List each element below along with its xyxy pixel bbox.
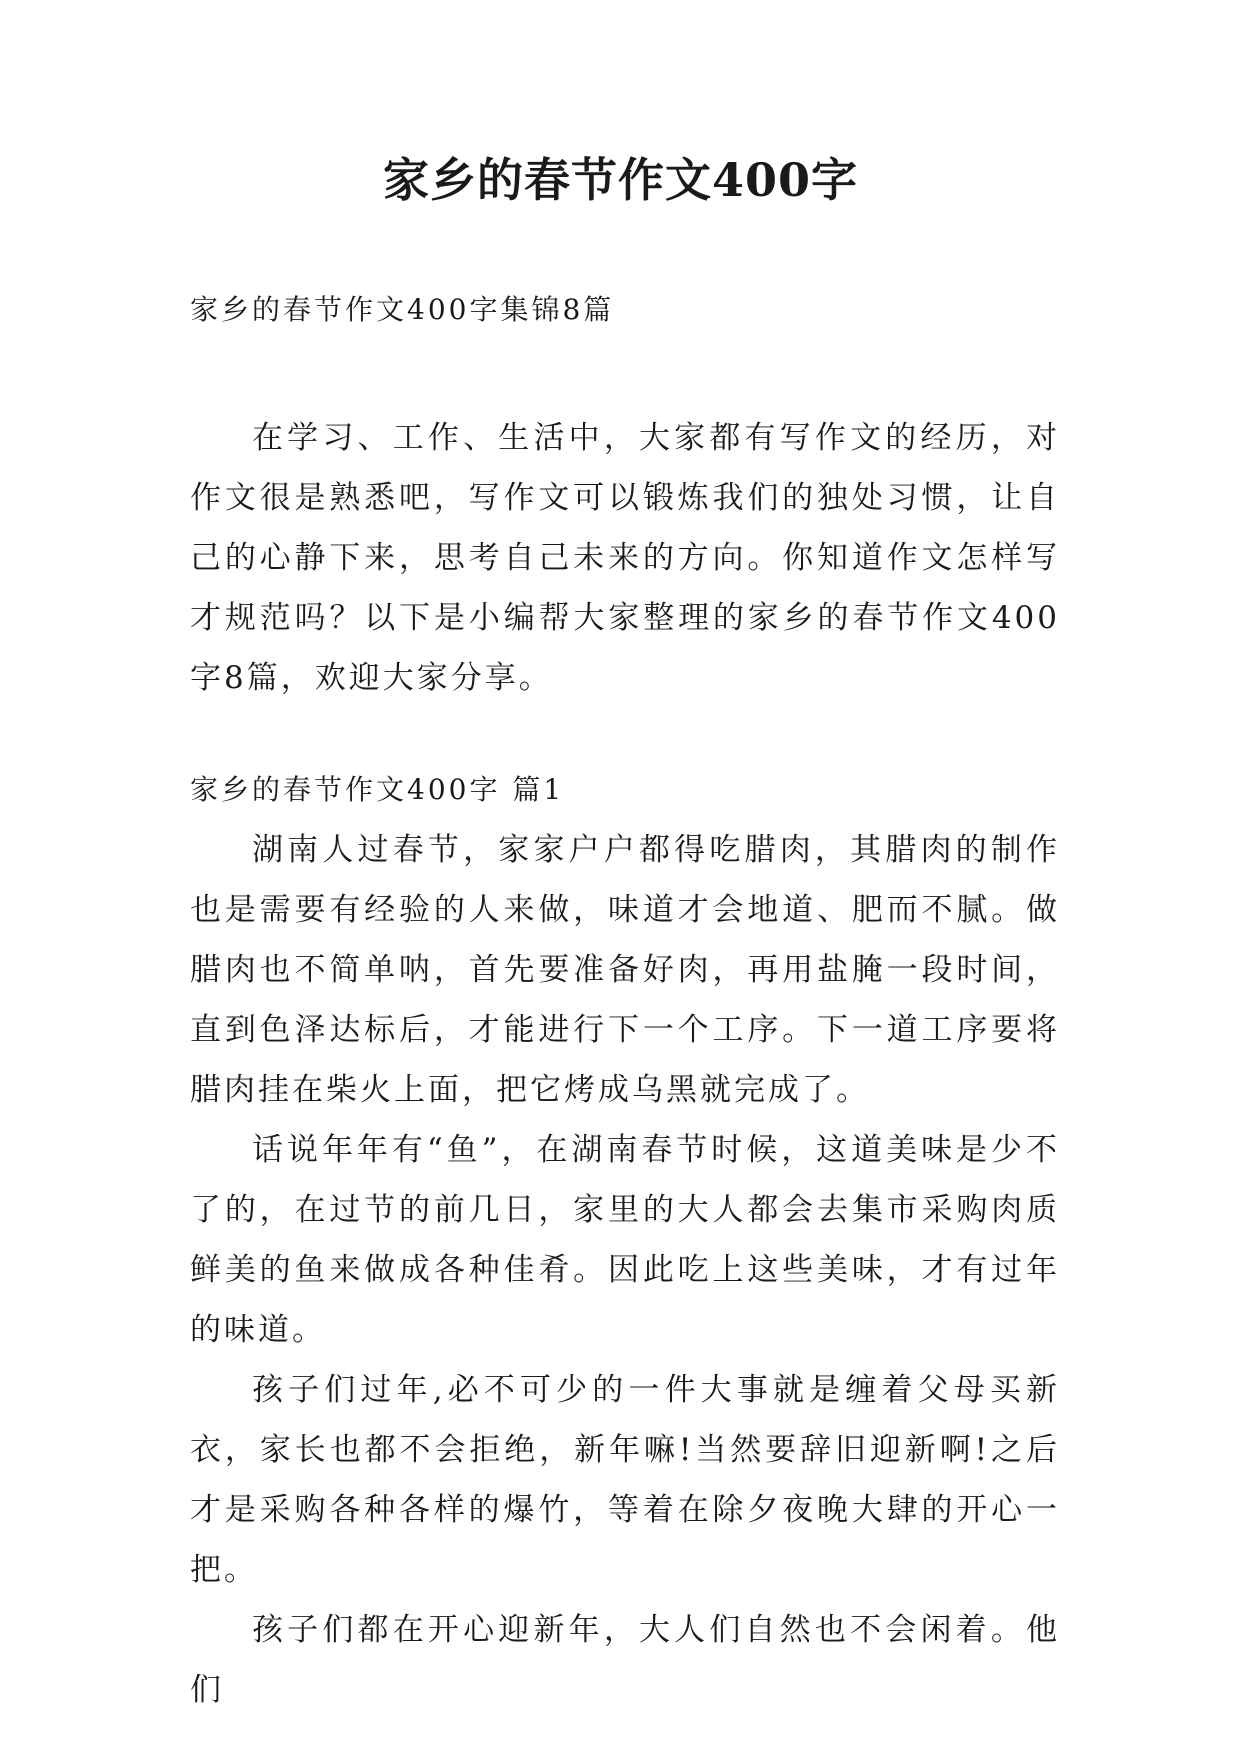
section-heading: 家乡的春节作文400字 篇1 xyxy=(190,773,565,806)
body-paragraph: 孩子们都在开心迎新年，大人们自然也不会闲着。他们 xyxy=(190,1612,1060,1708)
body-paragraph: 孩子们过年,必不可少的一件大事就是缠着父母买新衣，家长也都不会拒绝，新年嘛!当然要辞旧迎新啊!之后才是采购各种各样的爆竹，等着在除夕夜晚大肆的开心一把。 xyxy=(190,1372,1060,1588)
intro-paragraph: 在学习、工作、生活中，大家都有写作文的经历，对作文很是熟悉吧，写作文可以锻炼我们的独处习惯，让自己的心静下来，思考自己未来的方向。你知道作文怎样写才规范吗？以下是小编帮大家整理的家乡的春节作文400字8篇，欢迎大家分享。 xyxy=(190,420,1060,696)
document-title: 家乡的春节作文400字 xyxy=(382,153,859,207)
body-paragraph: 话说年年有“鱼”，在湖南春节时候，这道美味是少不了的，在过节的前几日，家里的大人都会去集市采购肉质鲜美的鱼来做成各种佳肴。因此吃上这些美味，才有过年的味道。 xyxy=(190,1132,1060,1348)
document-subtitle: 家乡的春节作文400字集锦8篇 xyxy=(190,293,615,326)
body-paragraph: 湖南人过春节，家家户户都得吃腊肉，其腊肉的制作也是需要有经验的人来做，味道才会地道、肥而不腻。做腊肉也不简单呐，首先要准备好肉，再用盐腌一段时间，直到色泽达标后，才能进行下一个工序。下一道工序要将腊肉挂在柴火上面，把它烤成乌黑就完成了。 xyxy=(190,832,1060,1108)
document-body xyxy=(190,288,1060,1720)
